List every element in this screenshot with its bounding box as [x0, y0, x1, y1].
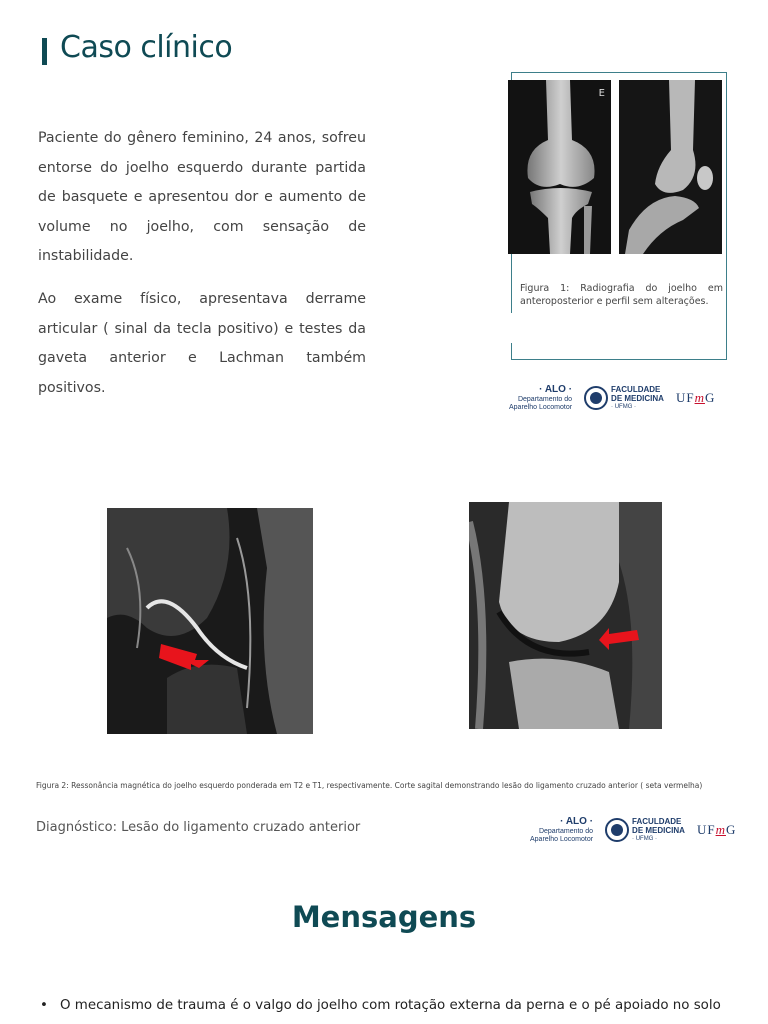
slide-case [0, 0, 768, 420]
title-accent-bar [42, 38, 47, 65]
alo-logo: · ALO · Departamento do Aparelho Locomotor [509, 384, 573, 411]
case-history-paragraph: Paciente do gênero feminino, 24 anos, sofreu entorse do joelho esquerdo durante partida de basquete e apresentou dor e aumento de volume no joelho, com sensação de instabilidade. [38, 130, 366, 264]
figure2-caption: Figura 2: Ressonância magnética do joelho esquerdo ponderada em T2 e T1, respectivamente. Corte sagital demonstrando lesão do ligamento cruzado anterior ( seta vermelha) [36, 781, 703, 790]
faculdade-medicina-logo: FACULDADE DE MEDICINA · UFMG · [584, 384, 664, 412]
faculdade-medicina-logo: FACULDADE DE MEDICINA · UFMG · [605, 816, 685, 844]
diagnosis-text: Diagnóstico: Lesão do ligamento cruzado anterior [36, 820, 361, 835]
figure1-caption: Figura 1: Radiografia do joelho em anteroposterior e perfil sem alterações. [520, 283, 723, 307]
physical-exam-paragraph: Ao exame físico, apresentava derrame articular ( sinal da tecla positivo) e testes da gaveta anterior e Lachman também positivos. [38, 291, 366, 396]
ufmg-logo: UFmG [675, 390, 716, 405]
mri-t2-image [107, 508, 313, 734]
message-bullet: • O mecanismo de trauma é o valgo do joelho com rotação externa da perna e o pé apoiado no solo [40, 998, 721, 1013]
slide-title: Caso clínico [60, 30, 233, 65]
lion-emblem-icon [584, 384, 608, 412]
message-bullet-text: O mecanismo de trauma é o valgo do joelho com rotação externa da perna e o pé apoiado no solo [60, 998, 721, 1013]
xray-lateral-image [619, 80, 722, 254]
xray-side-marker: E [598, 88, 605, 99]
alo-logo: · ALO · Departamento do Aparelho Locomotor [530, 816, 594, 843]
ufmg-logo: UFmG [696, 822, 737, 837]
xray-ap-image [508, 80, 611, 254]
lion-emblem-icon [605, 816, 629, 844]
mri-t1-image [469, 502, 662, 729]
institution-logos [530, 816, 736, 844]
messages-title: Mensagens [291, 900, 477, 934]
institution-logos [509, 384, 715, 412]
